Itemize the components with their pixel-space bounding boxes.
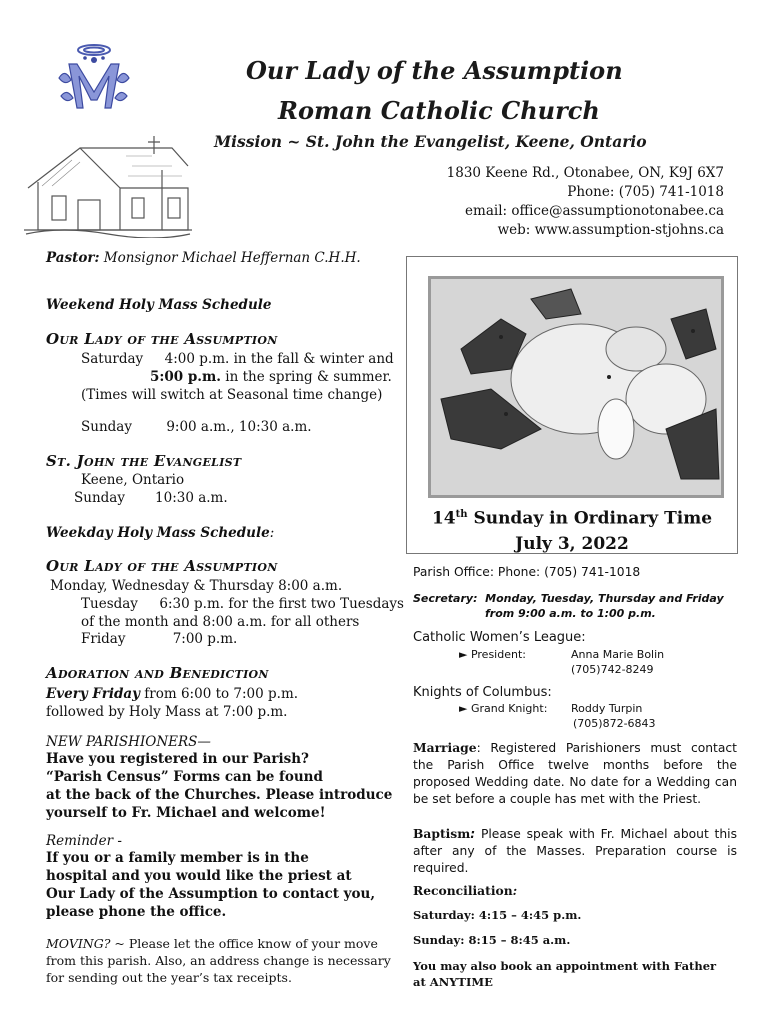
- secretary-label: Secretary:: [413, 592, 478, 605]
- contact-block: [447, 164, 724, 240]
- marriage-label: Marriage: [413, 740, 477, 755]
- seasonal-note: (Times will switch at Seasonal time change): [81, 387, 383, 403]
- sunday-times: 9:00 a.m., 10:30 a.m.: [166, 419, 312, 435]
- parish-office-phone: Parish Office: Phone: (705) 741-1018: [413, 565, 641, 579]
- cwl-role: ► President:: [459, 648, 526, 661]
- koc-name: Roddy Turpin: [571, 702, 643, 715]
- cwl-name: Anna Marie Bolin: [571, 648, 665, 661]
- reminder-text: If you or a family member is in the hospital and you would like the priest at Our Lady of the Assumption to contact you, please phone the office.: [46, 850, 376, 920]
- every-friday: Every Friday: [46, 686, 140, 702]
- liturgical-day-block: [406, 502, 738, 557]
- stjohn-place: Keene, Ontario: [81, 472, 185, 488]
- website-address[interactable]: web: www.assumption-stjohns.ca: [497, 222, 724, 238]
- adoration-line1: Every Friday from 6:00 to 7:00 p.m.: [46, 686, 299, 702]
- parish-monogram-logo: [55, 38, 133, 114]
- church-title-line2: Roman Catholic Church: [278, 96, 600, 125]
- appointment-note: You may also book an appointment with Father at ANYTIME: [413, 959, 717, 989]
- moving-label: MOVING?: [46, 936, 111, 951]
- mission-subtitle: Mission ~ St. John the Evangelist, Keene, Ontario: [214, 132, 647, 151]
- reminder-label: Reminder -: [46, 833, 122, 849]
- koc-role: ► Grand Knight:: [459, 702, 548, 715]
- weekday-tuesday-row: [46, 595, 404, 613]
- weekend-saturday-row: [46, 350, 394, 368]
- weekend-saturday-row2: [150, 368, 392, 386]
- stjohn-sunday-label: Sunday: [74, 490, 125, 506]
- weekend-schedule-heading: Weekend Holy Mass Schedule: [46, 297, 272, 313]
- reconciliation-sunday: Sunday: 8:15 – 8:45 a.m.: [413, 933, 571, 947]
- weekday-friday-row: [46, 630, 237, 648]
- cwl-phone: (705)742-8249: [571, 663, 654, 676]
- secretary-hours: Secretary: Monday, Tuesday, Thursday and Friday from 9:00 a.m. to 1:00 p.m.: [413, 592, 724, 620]
- adoration-heading: Adoration and Benediction: [46, 664, 269, 682]
- stjohn-sunday-row: [74, 489, 228, 507]
- church-title-line1: Our Lady of the Assumption: [246, 56, 623, 85]
- sunday-label: Sunday: [81, 419, 132, 435]
- new-parishioners-text: Have you registered in our Parish? “Parish Census” Forms can be found at the back of the Churches. Please introduce yourself to Fr. Michael and welcome!: [46, 751, 393, 821]
- liturgical-day-title: 14th Sunday in Ordinary Time: [431, 508, 713, 529]
- saturday-time-line1: 4:00 p.m. in the fall & winter and: [164, 351, 394, 367]
- stjohn-sunday-time: 10:30 a.m.: [155, 490, 228, 506]
- weekday-mwt-row: Monday, Wednesday & Thursday 8:00 a.m.: [50, 578, 343, 594]
- baptism-label: Baptism: [413, 826, 471, 841]
- reconciliation-heading: Reconciliation:: [413, 883, 518, 898]
- church-sketch-image: [22, 126, 194, 238]
- email-address[interactable]: email: office@assumptionotonabee.ca: [465, 203, 724, 219]
- marriage-info: Marriage: Registered Parishioners must contact the Parish Office twelve months before the proposed Wedding date. No date for a Wedding can be set before a couple has met with the Priest.: [413, 740, 737, 806]
- weekend-olta-heading: Our Lady of the Assumption: [46, 330, 278, 348]
- reconciliation-saturday: Saturday: 4:15 – 4:45 p.m.: [413, 908, 582, 922]
- friday-label: Friday: [81, 631, 126, 647]
- wolves-and-sheep-artwork: [428, 276, 724, 498]
- pastor-line: [46, 250, 361, 266]
- new-parishioners-label: NEW PARISHIONERS—: [46, 734, 211, 750]
- liturgical-date: July 3, 2022: [515, 533, 629, 554]
- adoration-line2: followed by Holy Mass at 7:00 p.m.: [46, 704, 288, 720]
- tuesday-time-line2: of the month and 8:00 a.m. for all others: [81, 614, 360, 630]
- friday-time: 7:00 p.m.: [172, 631, 238, 647]
- saturday-summer-time: 5:00 p.m.: [150, 369, 221, 385]
- saturday-time-line2: in the spring & summer.: [225, 369, 392, 385]
- tuesday-time-line1: 6:30 p.m. for the first two Tuesdays: [159, 596, 404, 612]
- pastor-name: Monsignor Michael Heffernan C.H.H.: [103, 250, 361, 266]
- koc-grand-knight: [413, 701, 737, 731]
- koc-phone: (705)872-6843: [573, 717, 656, 730]
- pastor-label: Pastor:: [46, 250, 100, 266]
- weekday-schedule-heading: Weekday Holy Mass Schedule:: [46, 525, 275, 541]
- weekday-olta-heading: Our Lady of the Assumption: [46, 557, 278, 575]
- phone-number: Phone: (705) 741-1018: [567, 184, 724, 200]
- street-address: 1830 Keene Rd., Otonabee, ON, K9J 6X7: [446, 165, 724, 181]
- cwl-president: [413, 647, 737, 677]
- tuesday-label: Tuesday: [81, 596, 138, 612]
- stjohn-heading: St. John the Evangelist: [46, 452, 242, 470]
- saturday-label: Saturday: [81, 351, 144, 367]
- baptism-info: Baptism: Please speak with Fr. Michael about this after any of the Masses. Preparation course is required.: [413, 826, 737, 875]
- weekend-sunday-row: [46, 418, 312, 436]
- cwl-heading: Catholic Women’s League:: [413, 630, 586, 645]
- moving-notice: MOVING? ~ Please let the office know of your move from this parish. Also, an address change is necessary for sending out the year’s tax receipts.: [46, 936, 391, 985]
- koc-heading: Knights of Columbus:: [413, 685, 552, 700]
